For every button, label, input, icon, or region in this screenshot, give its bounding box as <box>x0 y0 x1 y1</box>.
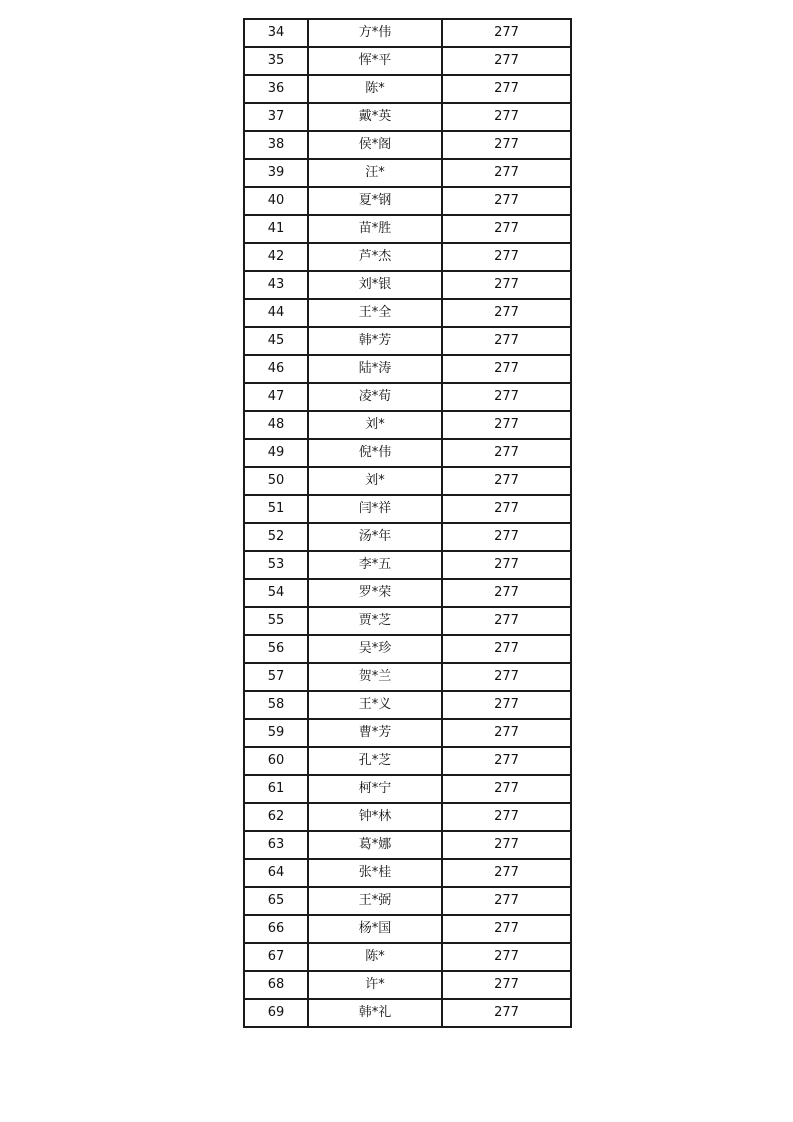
row-number-cell: 37 <box>244 103 308 131</box>
value-cell: 277 <box>442 411 571 439</box>
table-row <box>244 439 571 467</box>
row-number-cell: 60 <box>244 747 308 775</box>
table-row <box>244 355 571 383</box>
table-row <box>244 299 571 327</box>
name-cell: 汤*年 <box>308 523 442 551</box>
name-cell: 陈* <box>308 943 442 971</box>
row-number-cell: 42 <box>244 243 308 271</box>
row-number-cell: 55 <box>244 607 308 635</box>
name-cell: 苗*胜 <box>308 215 442 243</box>
row-number-cell: 34 <box>244 19 308 47</box>
name-cell: 倪*伟 <box>308 439 442 467</box>
row-number-cell: 51 <box>244 495 308 523</box>
table-row <box>244 915 571 943</box>
value-cell: 277 <box>442 943 571 971</box>
table-row <box>244 19 571 47</box>
name-cell: 王*全 <box>308 299 442 327</box>
name-cell: 刘*银 <box>308 271 442 299</box>
table-row <box>244 943 571 971</box>
name-cell: 钟*林 <box>308 803 442 831</box>
name-cell: 葛*娜 <box>308 831 442 859</box>
row-number-cell: 35 <box>244 47 308 75</box>
row-number-cell: 41 <box>244 215 308 243</box>
name-cell: 李*五 <box>308 551 442 579</box>
table-row <box>244 47 571 75</box>
value-cell: 277 <box>442 887 571 915</box>
roster-table-body <box>244 19 571 1027</box>
value-cell: 277 <box>442 719 571 747</box>
value-cell: 277 <box>442 355 571 383</box>
table-row <box>244 999 571 1027</box>
row-number-cell: 64 <box>244 859 308 887</box>
name-cell: 曹*芳 <box>308 719 442 747</box>
row-number-cell: 52 <box>244 523 308 551</box>
value-cell: 277 <box>442 971 571 999</box>
row-number-cell: 63 <box>244 831 308 859</box>
name-cell: 芦*杰 <box>308 243 442 271</box>
row-number-cell: 54 <box>244 579 308 607</box>
table-row <box>244 131 571 159</box>
table-row <box>244 271 571 299</box>
value-cell: 277 <box>442 691 571 719</box>
row-number-cell: 47 <box>244 383 308 411</box>
value-cell: 277 <box>442 103 571 131</box>
row-number-cell: 65 <box>244 887 308 915</box>
table-row <box>244 495 571 523</box>
row-number-cell: 66 <box>244 915 308 943</box>
table-row <box>244 859 571 887</box>
value-cell: 277 <box>442 467 571 495</box>
value-cell: 277 <box>442 495 571 523</box>
table-row <box>244 691 571 719</box>
table-row <box>244 215 571 243</box>
roster-table <box>243 18 572 1028</box>
row-number-cell: 58 <box>244 691 308 719</box>
table-row <box>244 551 571 579</box>
name-cell: 凌*荀 <box>308 383 442 411</box>
row-number-cell: 57 <box>244 663 308 691</box>
name-cell: 戴*英 <box>308 103 442 131</box>
name-cell: 恽*平 <box>308 47 442 75</box>
value-cell: 277 <box>442 803 571 831</box>
value-cell: 277 <box>442 775 571 803</box>
value-cell: 277 <box>442 383 571 411</box>
table-row <box>244 775 571 803</box>
value-cell: 277 <box>442 635 571 663</box>
name-cell: 吴*珍 <box>308 635 442 663</box>
row-number-cell: 69 <box>244 999 308 1027</box>
row-number-cell: 45 <box>244 327 308 355</box>
value-cell: 277 <box>442 47 571 75</box>
value-cell: 277 <box>442 271 571 299</box>
table-row <box>244 327 571 355</box>
table-row <box>244 635 571 663</box>
name-cell: 柯*宁 <box>308 775 442 803</box>
table-row <box>244 187 571 215</box>
row-number-cell: 40 <box>244 187 308 215</box>
row-number-cell: 48 <box>244 411 308 439</box>
value-cell: 277 <box>442 663 571 691</box>
name-cell: 方*伟 <box>308 19 442 47</box>
table-row <box>244 523 571 551</box>
value-cell: 277 <box>442 187 571 215</box>
name-cell: 贾*芝 <box>308 607 442 635</box>
name-cell: 闫*祥 <box>308 495 442 523</box>
value-cell: 277 <box>442 215 571 243</box>
row-number-cell: 67 <box>244 943 308 971</box>
name-cell: 陆*涛 <box>308 355 442 383</box>
table-row <box>244 467 571 495</box>
table-row <box>244 831 571 859</box>
row-number-cell: 44 <box>244 299 308 327</box>
table-row <box>244 747 571 775</box>
table-row <box>244 803 571 831</box>
table-row <box>244 971 571 999</box>
name-cell: 贺*兰 <box>308 663 442 691</box>
row-number-cell: 36 <box>244 75 308 103</box>
table-row <box>244 103 571 131</box>
name-cell: 夏*钢 <box>308 187 442 215</box>
table-row <box>244 411 571 439</box>
value-cell: 277 <box>442 551 571 579</box>
value-cell: 277 <box>442 579 571 607</box>
value-cell: 277 <box>442 159 571 187</box>
value-cell: 277 <box>442 859 571 887</box>
document-page <box>243 18 570 1028</box>
name-cell: 刘* <box>308 411 442 439</box>
name-cell: 陈* <box>308 75 442 103</box>
row-number-cell: 43 <box>244 271 308 299</box>
value-cell: 277 <box>442 19 571 47</box>
value-cell: 277 <box>442 523 571 551</box>
table-row <box>244 719 571 747</box>
table-row <box>244 243 571 271</box>
table-row <box>244 607 571 635</box>
row-number-cell: 68 <box>244 971 308 999</box>
name-cell: 孔*芝 <box>308 747 442 775</box>
name-cell: 王*义 <box>308 691 442 719</box>
row-number-cell: 46 <box>244 355 308 383</box>
value-cell: 277 <box>442 439 571 467</box>
row-number-cell: 62 <box>244 803 308 831</box>
row-number-cell: 59 <box>244 719 308 747</box>
value-cell: 277 <box>442 747 571 775</box>
name-cell: 杨*国 <box>308 915 442 943</box>
name-cell: 侯*阁 <box>308 131 442 159</box>
value-cell: 277 <box>442 831 571 859</box>
name-cell: 韩*礼 <box>308 999 442 1027</box>
row-number-cell: 61 <box>244 775 308 803</box>
value-cell: 277 <box>442 75 571 103</box>
table-row <box>244 887 571 915</box>
name-cell: 韩*芳 <box>308 327 442 355</box>
row-number-cell: 56 <box>244 635 308 663</box>
value-cell: 277 <box>442 915 571 943</box>
table-row <box>244 159 571 187</box>
row-number-cell: 39 <box>244 159 308 187</box>
name-cell: 许* <box>308 971 442 999</box>
value-cell: 277 <box>442 607 571 635</box>
name-cell: 罗*荣 <box>308 579 442 607</box>
table-row <box>244 579 571 607</box>
value-cell: 277 <box>442 327 571 355</box>
value-cell: 277 <box>442 299 571 327</box>
name-cell: 汪* <box>308 159 442 187</box>
row-number-cell: 50 <box>244 467 308 495</box>
row-number-cell: 49 <box>244 439 308 467</box>
value-cell: 277 <box>442 999 571 1027</box>
value-cell: 277 <box>442 131 571 159</box>
name-cell: 刘* <box>308 467 442 495</box>
table-row <box>244 383 571 411</box>
table-row <box>244 75 571 103</box>
table-row <box>244 663 571 691</box>
name-cell: 王*弼 <box>308 887 442 915</box>
name-cell: 张*桂 <box>308 859 442 887</box>
value-cell: 277 <box>442 243 571 271</box>
row-number-cell: 38 <box>244 131 308 159</box>
row-number-cell: 53 <box>244 551 308 579</box>
